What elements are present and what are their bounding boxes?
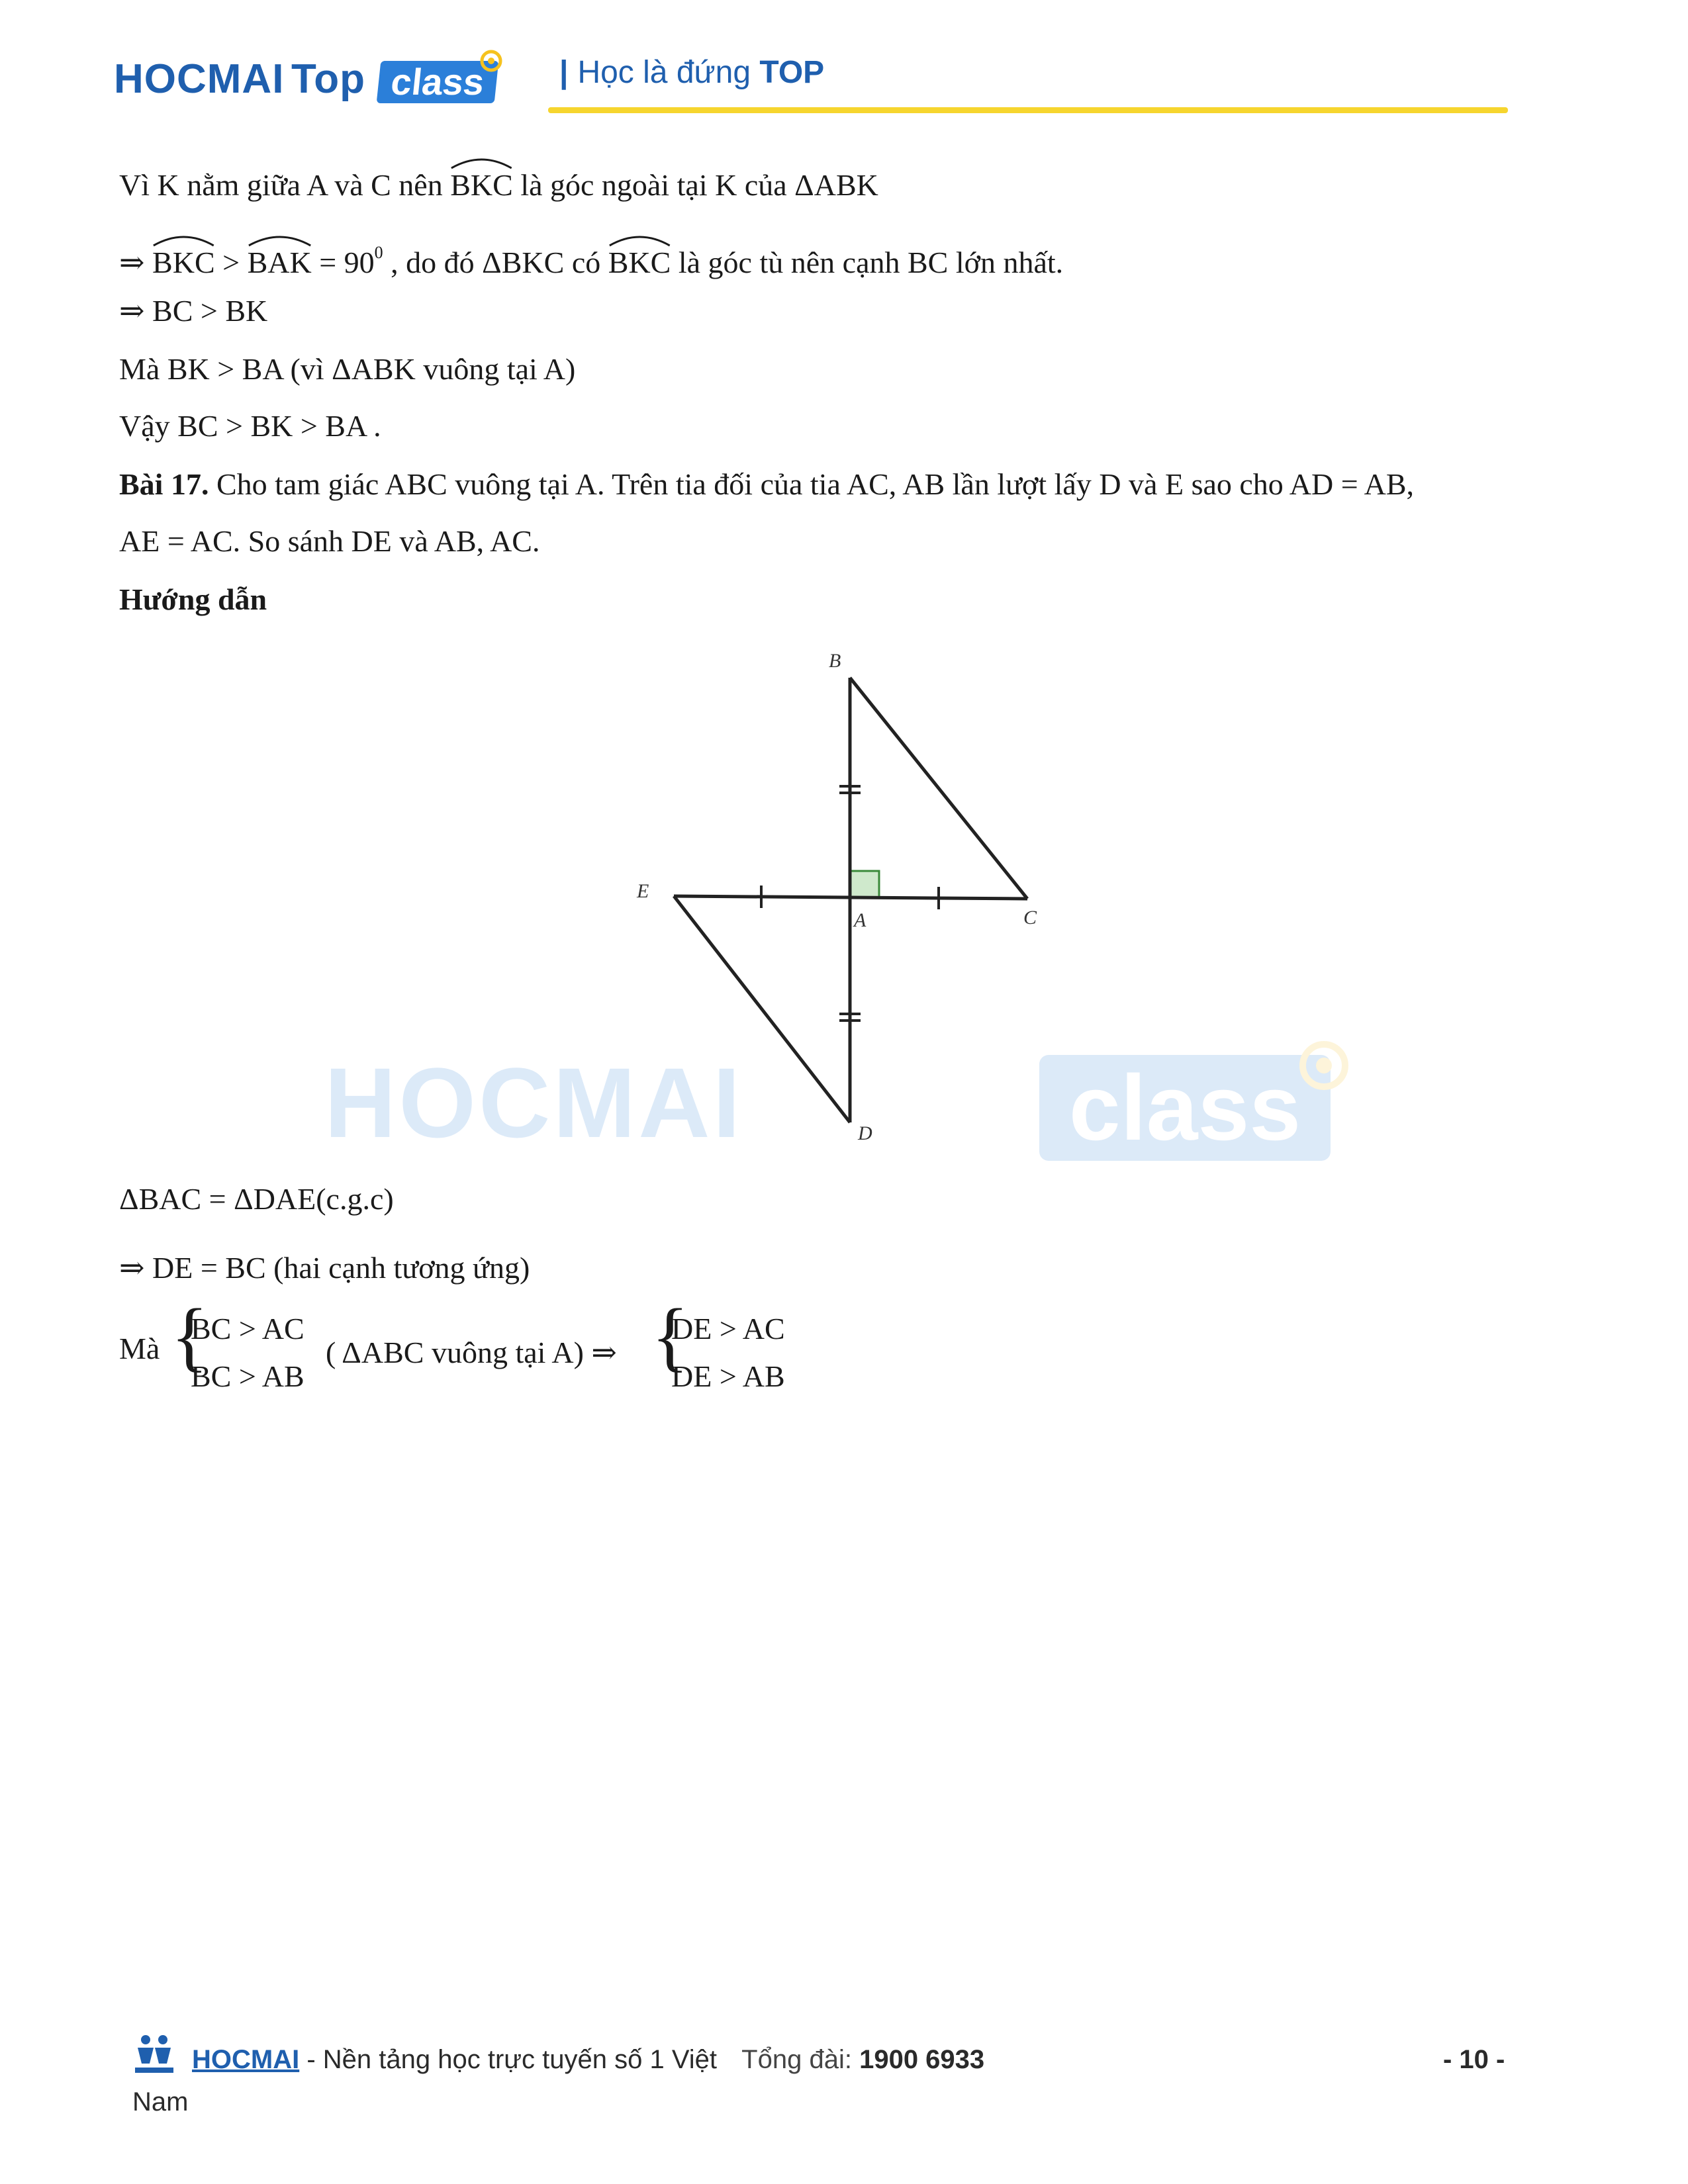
header-divider — [548, 107, 1508, 113]
hocmai-people-icon — [131, 2033, 177, 2077]
hocmai-topclass-logo — [114, 46, 511, 119]
logo-class-badge: class — [377, 61, 499, 103]
point-label-c: C — [1023, 907, 1037, 929]
segment-ed — [674, 896, 850, 1122]
text-line-4: Mà BK > BA (vì ΔABK vuông tại A) — [119, 352, 576, 386]
angle-bkc: BKC — [450, 167, 513, 204]
point-label-b: B — [829, 650, 841, 672]
text-line-2: ⇒ BKC > BAK = $90^0$ , do đó ΔBKC có BKC là góc tù nên cạnh BC lớn nhất. — [119, 234, 1063, 281]
conclusion-line-2: ⇒ DE = BC (hai cạnh tương ứng) — [119, 1251, 530, 1285]
footer-text-cont: Nam — [132, 2087, 189, 2116]
angle-bkc: BKC — [152, 244, 215, 281]
system2-row1: DE > AC — [671, 1312, 785, 1345]
point-label-d: D — [858, 1122, 872, 1144]
page-number: - 10 - — [1443, 2045, 1505, 2074]
implies-symbol: ⇒ — [119, 246, 145, 279]
system1-row1: BC > AC — [191, 1312, 305, 1345]
text-line-1 — [119, 167, 878, 204]
guide-heading: Hướng dẫn — [119, 582, 267, 616]
tagline-top: TOP — [759, 55, 825, 90]
tagline-prefix: Học là đứng — [577, 55, 751, 90]
line1-text-a: Vì K nằm giữa A và C nên — [119, 168, 443, 202]
footer-brand-link[interactable]: HOCMAI — [192, 2045, 300, 2074]
triangle-bkc: ΔBKC — [482, 246, 565, 279]
geometry-figure — [596, 635, 1099, 1152]
figure-svg — [596, 635, 1099, 1152]
angle-bak: BAK — [248, 244, 312, 281]
logo-top-text: Top — [291, 56, 366, 102]
left-brace-1: { — [171, 1293, 209, 1379]
triangle-abk: ΔABK — [794, 168, 878, 202]
footer-phone: 1900 6933 — [859, 2045, 985, 2074]
system1-row2: BC > AB — [191, 1359, 305, 1393]
segment-ec — [674, 896, 1027, 899]
footer-phone-label: Tổng đài: — [741, 2045, 852, 2074]
logo-hocmai-text: HOCMAI — [114, 56, 285, 102]
header-tagline — [559, 54, 824, 91]
text-line-5: Vậy BC > BK > BA . — [119, 409, 381, 443]
system-middle: ( ΔABC vuông tại A) ⇒ — [326, 1336, 617, 1369]
angle-arc-icon — [608, 232, 671, 247]
exercise-17-statement: Bài 17. Cho tam giác ABC vuông tại A. Trên tia đối của tia AC, AB lần lượt lấy D và E sao cho AD = AB, — [119, 467, 1415, 501]
right-angle-marker — [850, 871, 879, 897]
system2-row2: DE > AB — [671, 1359, 785, 1393]
watermark-hocmai: HOCMAI — [324, 1047, 743, 1158]
footer-text: HOCMAI - Nền tảng học trực tuyến số 1 Việt Tổng đài: 1900 6933 — [192, 2045, 985, 2074]
angle-arc-icon — [450, 155, 513, 169]
watermark-class: class — [1039, 1055, 1331, 1161]
degree-superscript: 0 — [374, 243, 383, 262]
angle-arc-icon — [152, 232, 215, 247]
point-label-a: A — [854, 909, 867, 931]
line1-text-b: là góc ngoài tại K của — [520, 168, 787, 202]
exercise-label: Bài 17. — [119, 467, 209, 501]
text-line-3: ⇒ BC > BK — [119, 294, 268, 328]
angle-arc-icon — [248, 232, 312, 247]
tagline-separator: | — [559, 55, 569, 90]
ma-label: Mà — [119, 1332, 160, 1365]
angle-bkc: BKC — [608, 244, 671, 281]
left-brace-2: { — [651, 1293, 689, 1379]
conclusion-line-1: ΔBAC = ΔDAE(c.g.c) — [119, 1182, 394, 1216]
point-label-e: E — [637, 880, 649, 902]
sun-icon — [477, 46, 506, 75]
exercise-17-statement-cont: AE = AC. So sánh DE và AB, AC. — [119, 524, 540, 558]
segment-bc — [850, 678, 1027, 899]
sun-icon — [1291, 1032, 1357, 1099]
